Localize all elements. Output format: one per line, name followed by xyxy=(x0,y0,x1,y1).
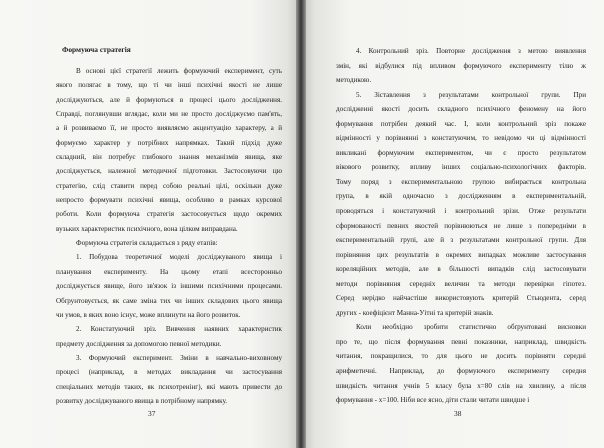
text-line: Коли необхідно зробити статистично обґрунтовані висновки xyxy=(356,323,586,332)
text-line: досліджується явище, його зв'язок із іншими психічними процесами. xyxy=(56,282,282,291)
paragraph xyxy=(56,250,282,322)
text-line: група, в якій одночасно з дослідженням в експериментальній, xyxy=(336,192,586,201)
paragraph xyxy=(336,44,586,88)
text-line: роботи. Коли формуюча стратегія застосовується щодо окремих xyxy=(56,210,282,219)
text-line: про те, що після формування певні показники, наприклад, швидкість xyxy=(336,337,586,346)
text-line: Тому поряд з експериментальною групою вибирається контрольна xyxy=(336,177,586,186)
paragraph xyxy=(336,88,586,321)
text-line: Обґрунтовується, як саме зміна тих чи інших складових цього явища xyxy=(56,296,282,305)
text-line: розвитку досліджуваного явища в потрібному напрямку. xyxy=(56,396,228,405)
text-line: сформованості певних якостей порівнюються не лише з попередніми в xyxy=(336,221,586,230)
left-page-body xyxy=(56,64,282,408)
text-line: викликані формуючим експериментом, чи є просто результатом xyxy=(336,148,586,157)
paragraph xyxy=(56,64,282,236)
text-line: В основі цієї стратегії лежить формуючий експеримент, суть xyxy=(76,67,282,75)
text-line: Серед нерідко найчастіше використовують критерій Стьюдента, серед xyxy=(336,294,586,303)
page-number-right: 38 xyxy=(454,409,462,418)
text-line: формування - х=100. Ніби все ясно, діти стали читати швидше і xyxy=(336,396,530,405)
text-line: арифметичні. Наприклад, до формуючого експерименту середня xyxy=(336,367,586,376)
text-line: проводяться і констатуючий і контрольний зрізи. Отже результати xyxy=(336,207,586,216)
text-line: складний, він потребує глибокого знання механізмів явища, яке xyxy=(56,153,282,162)
text-line: досліджується, належної методичної підготовки. Застосовуючи цю xyxy=(56,167,282,176)
paragraph xyxy=(56,322,282,351)
text-line: других - коефіцієнт Манна-Уітні та критерій знаків. xyxy=(336,308,494,317)
text-line: 1. Побудова теоретичної моделі досліджуваного явища і xyxy=(76,253,282,262)
text-line: формування потрібен деякий час. І, коли контрольний зріз покаже xyxy=(336,119,586,128)
text-line: 2. Констатуючий зріз. Вивчення наявних характеристик xyxy=(76,325,282,334)
text-line: планування експерименту. На цьому етапі всесторонньо xyxy=(56,267,282,276)
right-page xyxy=(306,0,604,448)
paragraph xyxy=(336,320,586,407)
text-line: вузьких характеристик психічного, вона цілком виправдана. xyxy=(56,224,238,233)
text-line: предмету дослідження за допомогою певної методики. xyxy=(56,339,222,348)
text-line: методи порівняння середніх величин та методи перевірки гіпотез. xyxy=(336,279,586,288)
text-line: 4. Контрольний зріз. Повторне дослідження з метою виявлення xyxy=(356,47,586,55)
text-line: 5. Зіставлення з результатами контрольної групи. При xyxy=(356,90,586,99)
paragraph xyxy=(56,351,282,408)
text-line: чи умов, в яких воно існує, може вплинути на його розвиток. xyxy=(56,310,241,319)
text-line: відмінності у порівнянні з констатуючим, то невідомо чи ці відмінності xyxy=(336,134,586,143)
text-line: непросто формувати психічні явища, особливо в рамках курсової xyxy=(56,196,282,205)
text-line: процесі (наприклад, в методах викладання чи застосування xyxy=(56,368,282,377)
text-line: вікового розвитку, впливу інших соціально-психологічних факторів. xyxy=(336,163,586,172)
left-page xyxy=(0,0,296,448)
text-line: дослідженні якості досить складного психічного феномену на його xyxy=(336,105,586,114)
text-line: змін, які відбулися під впливом формуючого експерименту тілю ж xyxy=(336,61,586,70)
text-line: кореляційних методів, але в більшості випадків слід застосовувати xyxy=(336,265,586,274)
text-line: 3. Формуючий експеримент. Зміни в навчально-виховному xyxy=(76,353,282,362)
text-line: методикою. xyxy=(336,76,372,85)
text-line: швидкість читання учнів 5 класу була х=80 слів на хвилину, а після xyxy=(336,381,586,390)
right-page-body xyxy=(336,44,586,408)
text-line: досліджуються, але й формуються в процесі цього дослідження. xyxy=(56,95,282,104)
paragraph xyxy=(56,236,282,250)
text-line: стратегію, слід ставити перед собою реальні цілі, оскільки дуже xyxy=(56,181,282,190)
text-line: спеціальних методів таких, як психотренінг), які мають привести до xyxy=(56,382,282,391)
text-line: Формуюча стратегія складається з ряду етапів: xyxy=(76,239,218,248)
text-line: експериментальній групі, але й з результатами контрольної групи. Для xyxy=(336,236,586,245)
text-line: а й розвиваємо її, не просто виявляємо акцентуацію характеру, а й xyxy=(56,124,282,133)
section-heading: Формуюча стратегія xyxy=(62,45,131,54)
text-line: якого полягає в тому, що ті чи інші психічні якості не лише xyxy=(56,81,282,90)
book-gutter xyxy=(296,0,306,448)
text-line: формуємо характер у потрібних напрямках. Такий підхід дуже xyxy=(56,138,282,147)
text-line: Справді, поглянувши вглядає, коли ми не просто досліджуємо пам'ять, xyxy=(56,110,282,119)
text-line: порівняння цих результатів в окремих випадках можливе застосування xyxy=(336,250,586,259)
page-number-left: 37 xyxy=(148,409,156,418)
text-line: читання, покращилися, то для цього не досить порівняти середні xyxy=(336,352,586,361)
